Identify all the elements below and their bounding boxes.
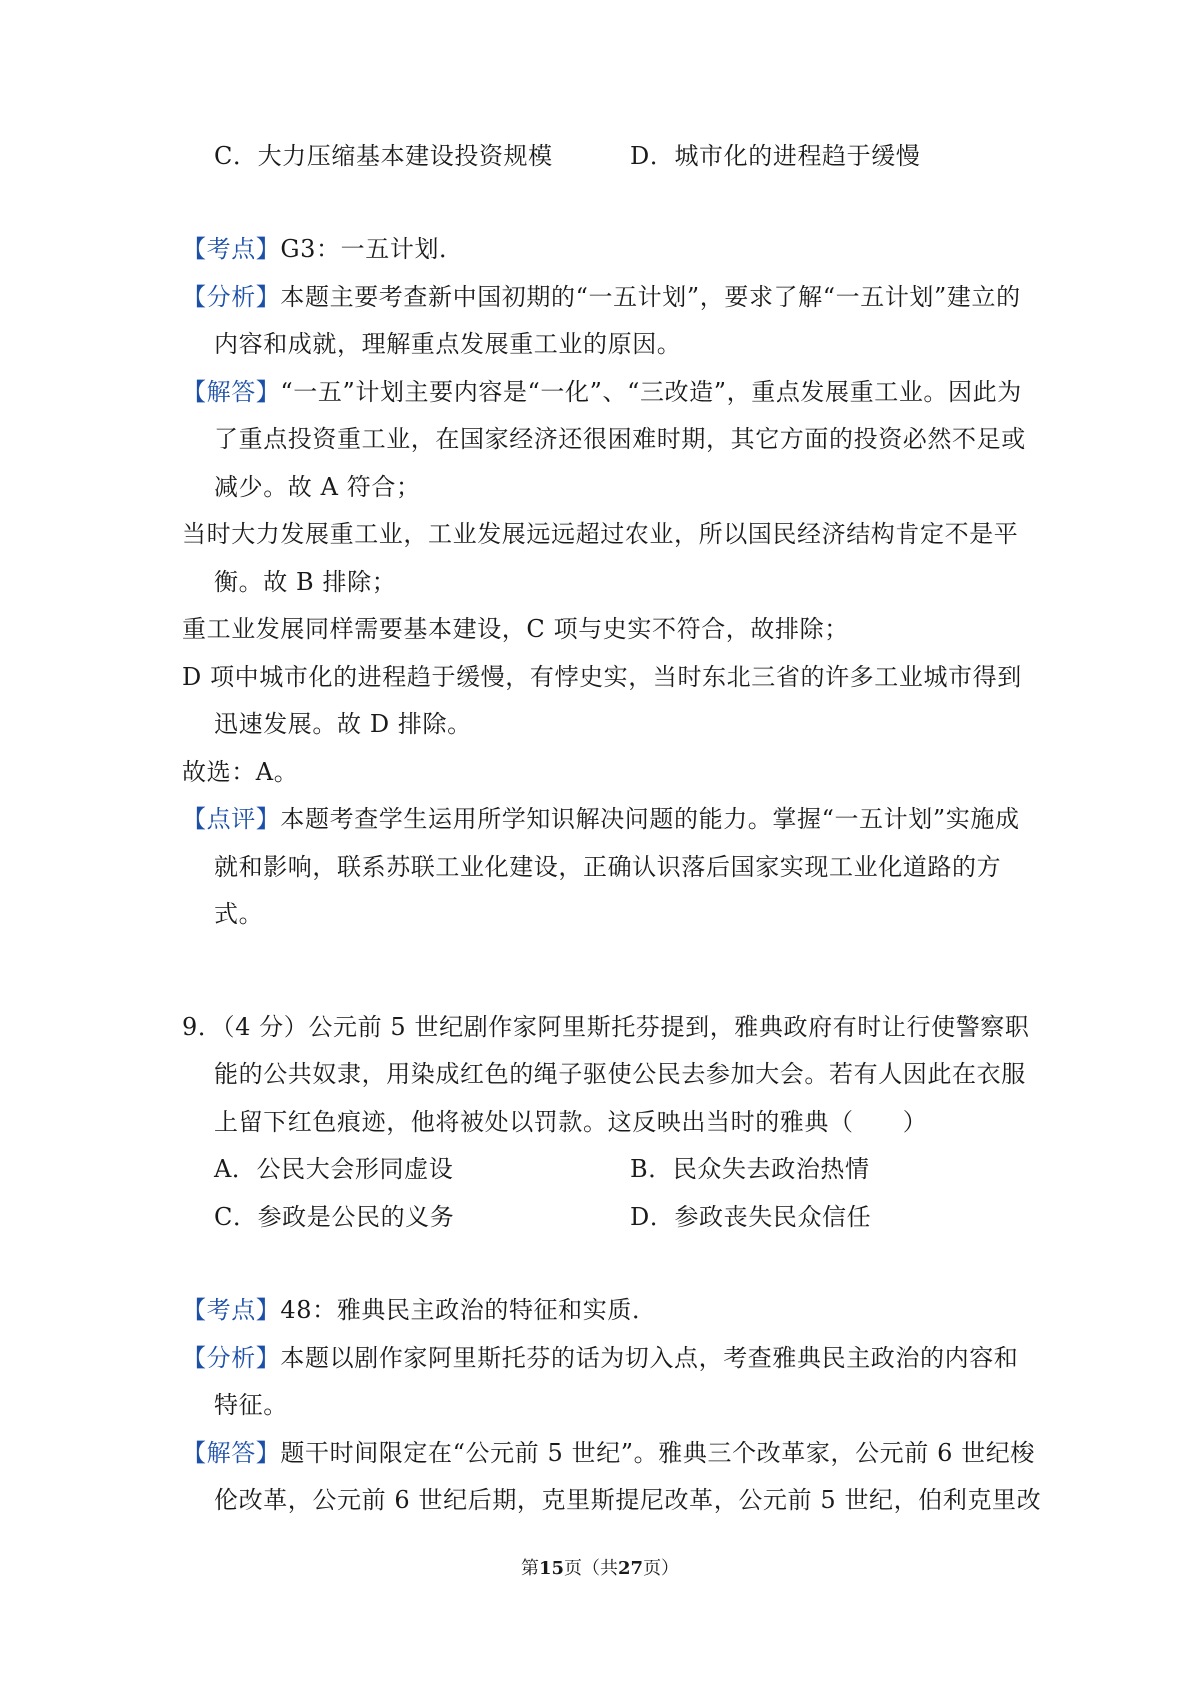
q8-fenxi xyxy=(182,280,1042,314)
q9-kaodian xyxy=(182,1293,1042,1327)
fenxi-tag: 【分析】 xyxy=(182,283,281,311)
q9-stem-cont-1: 能的公共奴隶，用染成红色的绳子驱使公民去参加大会。若有人因此在衣服 xyxy=(214,1060,1026,1088)
fenxi-tag: 【分析】 xyxy=(182,1344,281,1372)
q8-jieda xyxy=(182,375,1042,409)
q9-option-b: B．民众失去政治热情 xyxy=(630,1155,870,1183)
kaodian-tag: 【考点】 xyxy=(182,1296,281,1324)
page-footer xyxy=(0,1557,1200,1581)
kaodian-text: G3：一五计划． xyxy=(280,235,464,263)
q8-c-analysis: 重工业发展同样需要基本建设，C 项与史实不符合，故排除； xyxy=(182,615,849,643)
q8-dianping xyxy=(182,802,1042,836)
q8-d-analysis-cont: 迅速发展。故 D 排除。 xyxy=(214,710,472,738)
jieda-tag: 【解答】 xyxy=(182,1439,281,1467)
q8-answer: 故选：A。 xyxy=(182,758,299,786)
jieda-text: “一五”计划主要内容是“一化”、“三改造”，重点发展重工业。因此为 xyxy=(280,378,1022,406)
fenxi-text: 本题以剧作家阿里斯托芬的话为切入点，考查雅典民主政治的内容和 xyxy=(280,1344,1019,1372)
q9-jieda-cont: 伦改革，公元前 6 世纪后期，克里斯提尼改革，公元前 5 世纪，伯利克里改 xyxy=(214,1486,1042,1514)
footer-total-pages: 27 xyxy=(618,1558,644,1579)
q8-d-analysis: D 项中城市化的进程趋于缓慢，有悖史实，当时东北三省的许多工业城市得到 xyxy=(182,663,1022,691)
option-d-prev: D．城市化的进程趋于缓慢 xyxy=(630,142,921,170)
q9-option-c: C．参政是公民的义务 xyxy=(214,1203,455,1231)
footer-post: 页） xyxy=(643,1558,680,1579)
q9-stem: 9．（4 分）公元前 5 世纪剧作家阿里斯托芬提到，雅典政府有时让行使警察职 xyxy=(182,1013,1030,1041)
q8-dianping-cont-1: 就和影响，联系苏联工业化建设，正确认识落后国家实现工业化道路的方 xyxy=(214,853,1002,881)
q8-b-analysis-cont: 衡。故 B 排除； xyxy=(214,568,397,596)
jieda-text: 题干时间限定在“公元前 5 世纪”。雅典三个改革家，公元前 6 世纪梭 xyxy=(280,1439,1035,1467)
q9-fenxi-cont: 特征。 xyxy=(214,1391,288,1419)
q8-b-analysis: 当时大力发展重工业，工业发展远远超过农业，所以国民经济结构肯定不是平 xyxy=(182,520,1019,548)
q8-dianping-cont-2: 式。 xyxy=(214,900,264,928)
kaodian-text: 48：雅典民主政治的特征和实质． xyxy=(280,1296,657,1324)
q8-jieda-cont-2: 减少。故 A 符合； xyxy=(214,473,421,501)
q9-option-a: A．公民大会形同虚设 xyxy=(214,1155,454,1183)
q8-fenxi-cont: 内容和成就，理解重点发展重工业的原因。 xyxy=(214,330,682,358)
dianping-text: 本题考查学生运用所学知识解决问题的能力。掌握“一五计划”实施成 xyxy=(280,805,1020,833)
footer-mid: 页（共 xyxy=(564,1558,618,1579)
option-c-prev: C．大力压缩基本建设投资规模 xyxy=(214,142,553,170)
q9-stem-cont-2: 上留下红色痕迹，他将被处以罚款。这反映出当时的雅典（ ） xyxy=(214,1108,928,1136)
q8-jieda-cont-1: 了重点投资重工业，在国家经济还很困难时期，其它方面的投资必然不足或 xyxy=(214,425,1026,453)
jieda-tag: 【解答】 xyxy=(182,378,281,406)
footer-page-number: 15 xyxy=(538,1558,564,1579)
footer-pre: 第 xyxy=(520,1558,539,1579)
kaodian-tag: 【考点】 xyxy=(182,235,281,263)
q9-jieda xyxy=(182,1436,1042,1470)
q8-kaodian xyxy=(182,232,1042,266)
q9-fenxi xyxy=(182,1341,1042,1375)
dianping-tag: 【点评】 xyxy=(182,805,281,833)
fenxi-text: 本题主要考查新中国初期的“一五计划”，要求了解“一五计划”建立的 xyxy=(280,283,1021,311)
q9-option-d: D．参政丧失民众信任 xyxy=(630,1203,872,1231)
